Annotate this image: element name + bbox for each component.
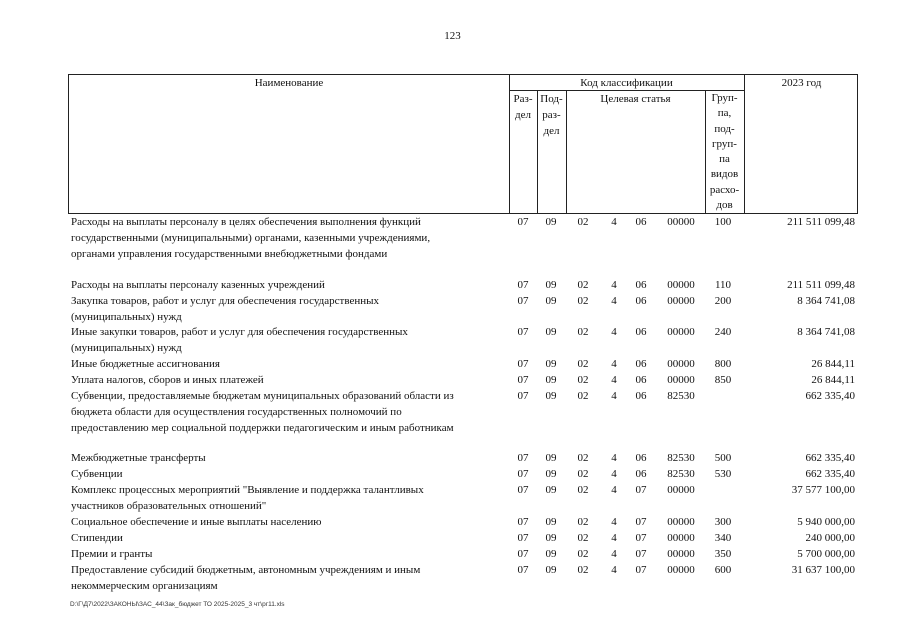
- header-line: Раз-: [513, 93, 533, 105]
- section-code: 07: [517, 532, 529, 544]
- row-name-line: Комплекс процессных мероприятий "Выявление и поддержка талантливых: [71, 484, 424, 496]
- row-name: [71, 356, 506, 372]
- header-line: дел: [515, 109, 531, 121]
- program-code: 02: [577, 516, 589, 528]
- header-subsection: [537, 91, 566, 139]
- row-amount: 8 364 741,08: [797, 326, 855, 338]
- subsection-code: 09: [545, 564, 557, 576]
- row-amount: 26 844,11: [811, 358, 855, 370]
- file-path: D:\Г\Д7\2022\ЗАКОНЫ\ЗАС_44\Зак_бюджет ТО 2025-2025_3 чт\рг11.xls: [70, 601, 285, 608]
- header-target: Целевая статья: [600, 93, 671, 105]
- row-name-line: органами управления государственными внебюджетными фондами: [71, 248, 388, 260]
- program-code: 02: [577, 564, 589, 576]
- row-name-line: некоммерческим организациям: [71, 580, 218, 592]
- row-amount: 26 844,11: [811, 374, 855, 386]
- subsection-code: 09: [545, 374, 557, 386]
- row-name-line: Стипендии: [71, 532, 123, 544]
- direction-code: 00000: [667, 564, 695, 576]
- subprogram-code: 4: [611, 468, 617, 480]
- event-code: 07: [635, 548, 647, 560]
- expense-type-code: 530: [714, 468, 732, 480]
- subprogram-code: 4: [611, 390, 617, 402]
- row-name: [71, 450, 506, 466]
- row-name-line: государственными (муниципальными) органами, казенными учреждениями,: [71, 232, 431, 244]
- row-name: [71, 372, 506, 388]
- row-name-line: Расходы на выплаты персоналу казенных учреждений: [71, 279, 325, 291]
- program-code: 02: [577, 358, 589, 370]
- subprogram-code: 4: [611, 548, 617, 560]
- direction-code: 00000: [667, 279, 695, 291]
- event-code: 07: [635, 484, 647, 496]
- header-code-group: Код классификации: [580, 77, 673, 89]
- event-code: 07: [635, 532, 647, 544]
- row-amount: 211 511 099,48: [787, 279, 855, 291]
- subsection-code: 09: [545, 295, 557, 307]
- section-code: 07: [517, 295, 529, 307]
- header-divider: [744, 75, 745, 213]
- subprogram-code: 4: [611, 216, 617, 228]
- table-header: [68, 74, 858, 214]
- row-name: [71, 530, 506, 546]
- direction-code: 00000: [667, 358, 695, 370]
- header-line: раз-: [542, 109, 561, 121]
- header-year: 2023 год: [781, 77, 822, 89]
- section-code: 07: [517, 548, 529, 560]
- section-code: 07: [517, 326, 529, 338]
- row-amount: 211 511 099,48: [787, 216, 855, 228]
- row-name-line: Уплата налогов, сборов и иных платежей: [71, 374, 264, 386]
- row-name: [71, 324, 506, 356]
- event-code: 07: [635, 516, 647, 528]
- event-code: 06: [635, 358, 647, 370]
- event-code: 06: [635, 452, 647, 464]
- direction-code: 00000: [667, 326, 695, 338]
- subsection-code: 09: [545, 326, 557, 338]
- subsection-code: 09: [545, 279, 557, 291]
- subprogram-code: 4: [611, 358, 617, 370]
- expense-type-code: 100: [714, 216, 732, 228]
- row-name-line: Закупка товаров, работ и услуг для обеспечения государственных: [71, 295, 380, 307]
- section-code: 07: [517, 484, 529, 496]
- expense-type-code: 200: [714, 295, 732, 307]
- subsection-code: 09: [545, 548, 557, 560]
- header-line: Под-: [540, 93, 563, 105]
- direction-code: 00000: [667, 548, 695, 560]
- row-name-line: Предоставление субсидий бюджетным, автономным учреждениям и иным: [71, 564, 421, 576]
- program-code: 02: [577, 374, 589, 386]
- program-code: 02: [577, 468, 589, 480]
- row-name-line: Премии и гранты: [71, 548, 153, 560]
- row-amount: 37 577 100,00: [791, 484, 855, 496]
- header-line: видов: [710, 168, 739, 181]
- section-code: 07: [517, 452, 529, 464]
- section-code: 07: [517, 216, 529, 228]
- row-name-line: (муниципальных) нужд: [71, 342, 182, 354]
- header-type-group: [705, 91, 744, 213]
- section-code: 07: [517, 390, 529, 402]
- direction-code: 00000: [667, 295, 695, 307]
- row-name-line: Иные закупки товаров, работ и услуг для обеспечения государственных: [71, 326, 408, 338]
- row-name: [71, 388, 506, 436]
- program-code: 02: [577, 484, 589, 496]
- direction-code: 82530: [667, 390, 695, 402]
- subprogram-code: 4: [611, 279, 617, 291]
- header-name: Наименование: [254, 77, 324, 89]
- expense-type-code: 500: [714, 452, 732, 464]
- row-amount: 8 364 741,08: [797, 295, 855, 307]
- event-code: 06: [635, 468, 647, 480]
- direction-code: 00000: [667, 374, 695, 386]
- event-code: 06: [635, 216, 647, 228]
- section-code: 07: [517, 374, 529, 386]
- subsection-code: 09: [545, 390, 557, 402]
- section-code: 07: [517, 516, 529, 528]
- expense-type-code: 240: [714, 326, 732, 338]
- row-amount: 662 335,40: [805, 390, 855, 402]
- program-code: 02: [577, 390, 589, 402]
- header-line: Груп-: [711, 92, 738, 104]
- row-amount: 240 000,00: [805, 532, 855, 544]
- row-name-line: бюджета области для осуществления государственных полномочий по: [71, 406, 402, 418]
- section-code: 07: [517, 279, 529, 291]
- program-code: 02: [577, 216, 589, 228]
- page-number: 123: [444, 30, 461, 42]
- row-name-line: Межбюджетные трансферты: [71, 452, 206, 464]
- row-amount: 662 335,40: [805, 468, 855, 480]
- row-name: [71, 562, 506, 594]
- subsection-code: 09: [545, 216, 557, 228]
- row-name-line: Субвенции, предоставляемые бюджетам муниципальных образований области из: [71, 390, 454, 402]
- expense-type-code: 800: [714, 358, 732, 370]
- direction-code: 82530: [667, 452, 695, 464]
- header-divider: [566, 90, 567, 213]
- row-name: [71, 482, 506, 514]
- direction-code: 82530: [667, 468, 695, 480]
- row-amount: 662 335,40: [805, 452, 855, 464]
- subprogram-code: 4: [611, 326, 617, 338]
- direction-code: 00000: [667, 532, 695, 544]
- subsection-code: 09: [545, 516, 557, 528]
- row-name-line: Расходы на выплаты персоналу в целях обеспечения выполнения функций: [71, 216, 421, 228]
- header-section: [509, 91, 537, 123]
- row-amount: 5 700 000,00: [797, 548, 855, 560]
- section-code: 07: [517, 564, 529, 576]
- event-code: 06: [635, 390, 647, 402]
- row-amount: 31 637 100,00: [791, 564, 855, 576]
- event-code: 07: [635, 564, 647, 576]
- subsection-code: 09: [545, 468, 557, 480]
- expense-type-code: 300: [714, 516, 732, 528]
- row-name-line: Иные бюджетные ассигнования: [71, 358, 220, 370]
- row-name-line: участников образовательных отношений": [71, 500, 267, 512]
- row-name-line: предоставлению мер социальной поддержки педагогическим и иным работникам: [71, 422, 454, 434]
- subprogram-code: 4: [611, 452, 617, 464]
- subprogram-code: 4: [611, 564, 617, 576]
- subprogram-code: 4: [611, 374, 617, 386]
- section-code: 07: [517, 358, 529, 370]
- event-code: 06: [635, 295, 647, 307]
- section-code: 07: [517, 468, 529, 480]
- subsection-code: 09: [545, 358, 557, 370]
- program-code: 02: [577, 548, 589, 560]
- subprogram-code: 4: [611, 516, 617, 528]
- row-name: [71, 293, 506, 325]
- header-line: груп-: [712, 137, 737, 150]
- subprogram-code: 4: [611, 484, 617, 496]
- row-name-line: (муниципальных) нужд: [71, 311, 182, 323]
- header-line: расхо-: [709, 183, 740, 196]
- row-name: [71, 514, 506, 530]
- subprogram-code: 4: [611, 295, 617, 307]
- header-line: дел: [543, 125, 560, 137]
- program-code: 02: [577, 532, 589, 544]
- header-line: па: [719, 153, 730, 166]
- subsection-code: 09: [545, 532, 557, 544]
- row-amount: 5 940 000,00: [797, 516, 855, 528]
- expense-type-code: 600: [714, 564, 732, 576]
- program-code: 02: [577, 326, 589, 338]
- program-code: 02: [577, 295, 589, 307]
- expense-type-code: 340: [714, 532, 732, 544]
- direction-code: 00000: [667, 516, 695, 528]
- row-name: [71, 214, 506, 262]
- row-name: [71, 277, 506, 293]
- program-code: 02: [577, 279, 589, 291]
- direction-code: 00000: [667, 216, 695, 228]
- expense-type-code: 110: [714, 279, 732, 291]
- subsection-code: 09: [545, 484, 557, 496]
- event-code: 06: [635, 279, 647, 291]
- row-name-line: Субвенции: [71, 468, 123, 480]
- direction-code: 00000: [667, 484, 695, 496]
- program-code: 02: [577, 452, 589, 464]
- expense-type-code: 850: [714, 374, 732, 386]
- event-code: 06: [635, 326, 647, 338]
- event-code: 06: [635, 374, 647, 386]
- row-name: [71, 546, 506, 562]
- header-line: па,: [717, 107, 732, 120]
- subsection-code: 09: [545, 452, 557, 464]
- subprogram-code: 4: [611, 532, 617, 544]
- row-name-line: Социальное обеспечение и иные выплаты населению: [71, 516, 322, 528]
- expense-type-code: 350: [714, 548, 732, 560]
- row-name: [71, 466, 506, 482]
- header-line: дов: [716, 199, 733, 212]
- header-line: под-: [714, 122, 735, 135]
